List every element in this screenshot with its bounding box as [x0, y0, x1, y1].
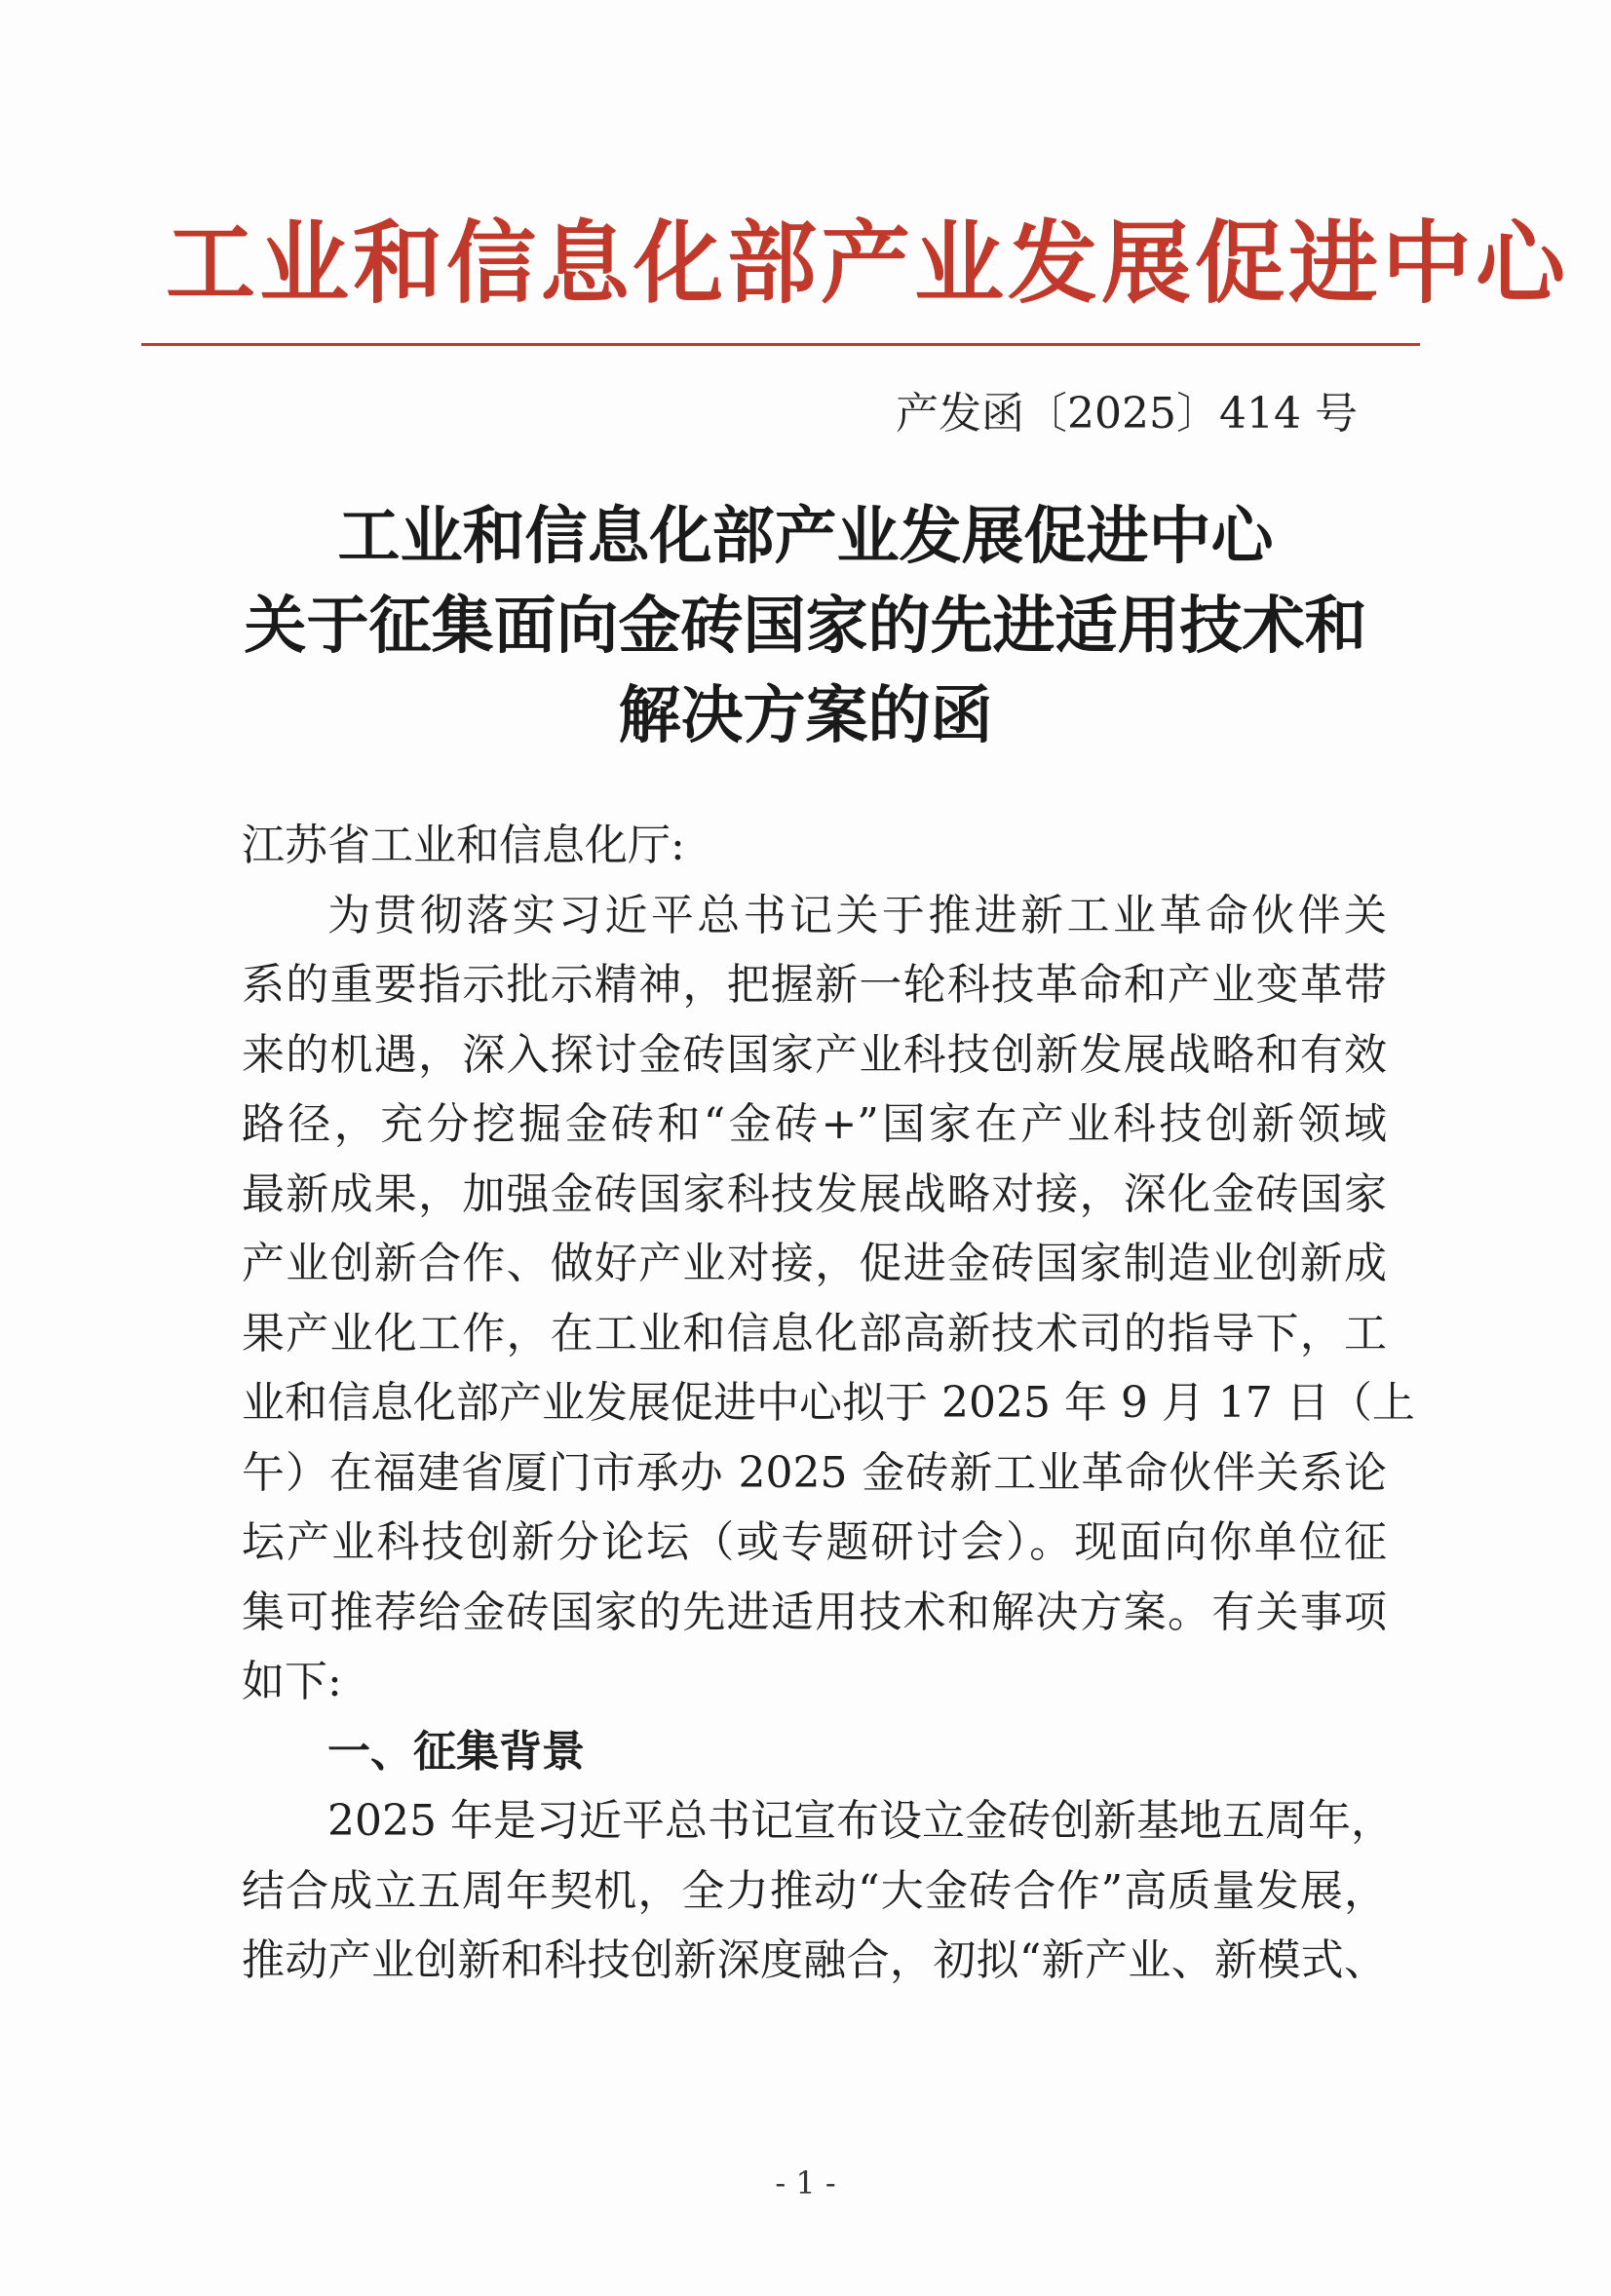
- paragraph-1-line: 为贯彻落实习近平总书记关于推进新工业革命伙伴关: [327, 890, 1387, 940]
- paragraph-1-line: 路径，充分挖掘金砖和“金砖+”国家在产业科技创新领域: [242, 1099, 1387, 1149]
- recipient: 江苏省工业和信息化厅:: [242, 821, 685, 870]
- paragraph-1-line: 午）在福建省厦门市承办 2025 金砖新工业革命伙伴关系论: [242, 1447, 1387, 1498]
- paragraph-1-line: 集可推荐给金砖国家的先进适用技术和解决方案。有关事项: [242, 1587, 1387, 1637]
- paragraph-2-line: 推动产业创新和科技创新深度融合，初拟“新产业、新模式、: [242, 1935, 1387, 1985]
- letterhead-divider: [141, 343, 1420, 346]
- document-number: 产发函〔2025〕414 号: [896, 389, 1358, 439]
- paragraph-1-line: 来的机遇，深入探讨金砖国家产业科技创新发展战略和有效: [242, 1029, 1387, 1080]
- document-body: [242, 811, 1415, 1996]
- paragraph-1-line: 果产业化工作，在工业和信息化部高新技术司的指导下，工: [242, 1308, 1387, 1358]
- title-line-2: 关于征集面向金砖国家的先进适用技术和: [244, 590, 1367, 663]
- title-line-3: 解决方案的函: [618, 679, 993, 752]
- letterhead-title: 工业和信息化部产业发展促进中心: [166, 210, 1570, 316]
- document-title: [195, 492, 1416, 761]
- paragraph-2-line: 结合成立五周年契机，全力推动“大金砖合作”高质量发展，: [242, 1865, 1387, 1916]
- paragraph-1-line: 系的重要指示批示精神，把握新一轮科技革命和产业变革带: [242, 960, 1387, 1010]
- paragraph-2-line: 2025 年是习近平总书记宣布设立金砖创新基地五周年，: [327, 1796, 1394, 1846]
- paragraph-1-line: 业和信息化部产业发展促进中心拟于 2025 年 9 月 17 日（上: [242, 1378, 1415, 1428]
- paragraph-1-line: 如下:: [242, 1657, 342, 1706]
- paragraph-1-line: 坛产业科技创新分论坛（或专题研讨会）。现面向你单位征: [242, 1517, 1387, 1567]
- paragraph-1-line: 最新成果，加强金砖国家科技发展战略对接，深化金砖国家: [242, 1168, 1387, 1219]
- title-line-1: 工业和信息化部产业发展促进中心: [337, 500, 1274, 573]
- page-number: - 1 -: [775, 2164, 836, 2201]
- section-heading-background: 一、征集背景: [327, 1726, 585, 1777]
- paragraph-1-line: 产业创新合作、做好产业对接，促进金砖国家制造业创新成: [242, 1239, 1387, 1288]
